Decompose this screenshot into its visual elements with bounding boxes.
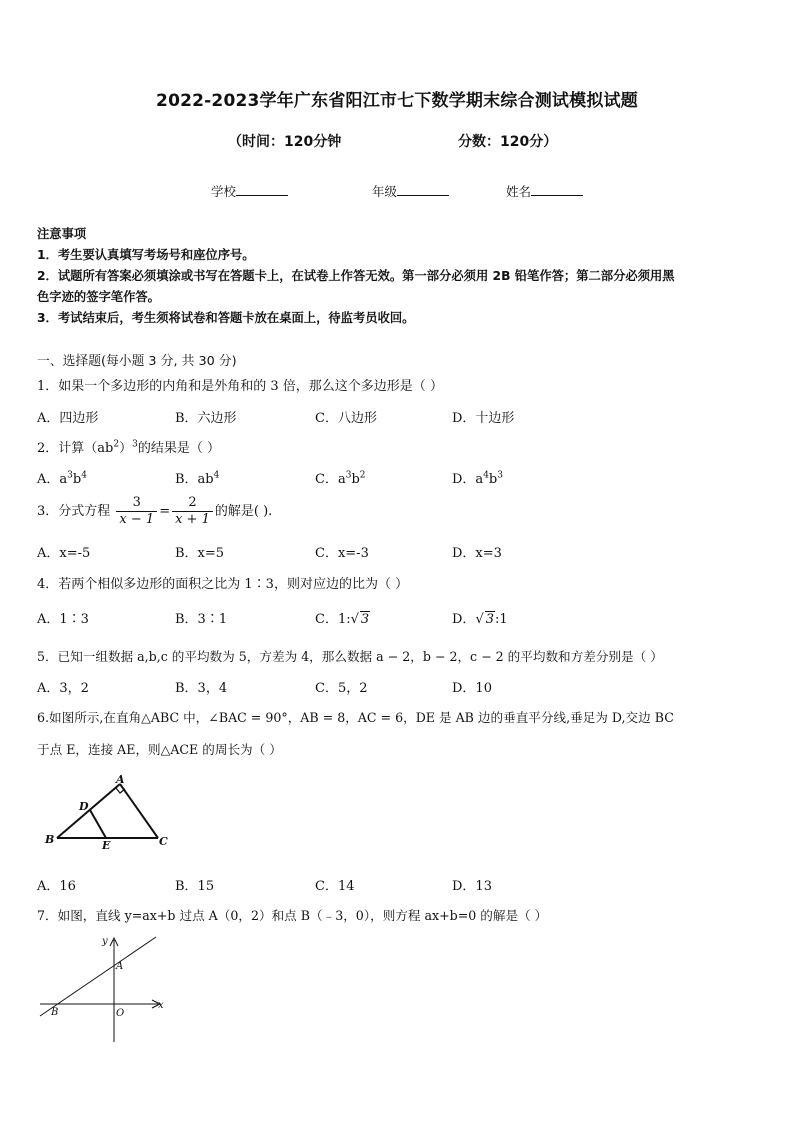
grade-field[interactable] [372, 182, 449, 200]
notes-item: 1．考生要认真填写考场号和座位序号。 [37, 248, 255, 262]
q2-option-a[interactable] [37, 468, 87, 487]
question-5-stem: 5．已知一组数据 a,b,c 的平均数为 5，方差为 4，那么数据 a − 2，b − 2，c − 2 的平均数和方差分别是（ ） [37, 649, 663, 664]
label-e: E [102, 839, 111, 852]
question-6-stem-line2: 于点 E，连接 AE，则△ACE 的周长为（ ） [37, 742, 282, 757]
school-label: 学校 [211, 184, 237, 199]
side-ac [120, 784, 158, 838]
q2-option-exp: 2 [359, 470, 366, 481]
q3-frac-denominator: x − 1 [119, 512, 155, 527]
q2-option-b[interactable] [175, 468, 219, 487]
q2-option-text: B．ab [175, 472, 214, 487]
q3-fraction-right [172, 495, 213, 528]
question-4-stem: 4．若两个相似多边形的面积之比为 1∶3，则对应边的比为（ ） [37, 577, 409, 592]
q1-option-d[interactable]: D．十边形 [452, 411, 515, 426]
q2-option-text: D．a [452, 472, 484, 487]
section-heading: 一、选择题(每小题 3 分, 共 30 分) [37, 354, 237, 369]
q2-stem-part: ） [119, 441, 133, 456]
exam-score: 分数：120分） [458, 134, 558, 150]
question-3-stem [37, 495, 272, 528]
label-d: D [79, 800, 89, 813]
q6-option-b[interactable]: B．15 [175, 879, 215, 894]
notes-item: 色字迹的签字笔作答。 [37, 290, 160, 304]
label-c: C [159, 835, 168, 848]
notes-item: 2．试题所有答案必须填涂或书写在答题卡上，在试卷上作答无效。第一部分必须用 2B 铅笔作答；第二部分必须用黑 [37, 269, 675, 283]
q4-sqrt-value: 3 [485, 612, 495, 627]
grade-blank[interactable] [397, 183, 449, 196]
q2-exponent: 3 [132, 439, 138, 450]
q5-option-b[interactable]: B．3，4 [175, 681, 228, 696]
q2-option-exp: 4 [81, 470, 87, 481]
q2-option-d[interactable] [452, 468, 503, 487]
q4-sqrt-value: 3 [360, 612, 370, 627]
q6-option-c[interactable]: C．14 [315, 879, 355, 894]
q2-option-exp: 3 [67, 470, 73, 481]
origin-label-o: O [116, 1008, 125, 1019]
name-blank[interactable] [531, 183, 583, 196]
q3-fraction-left [116, 495, 157, 528]
q2-option-text: b [72, 472, 82, 487]
q3-option-a[interactable]: A．x=-5 [37, 546, 91, 561]
q5-option-a[interactable]: A．3，2 [37, 681, 89, 696]
school-blank[interactable] [236, 183, 288, 196]
q3-frac-denominator: x + 1 [175, 512, 210, 527]
notes-heading: 注意事项 [37, 227, 87, 241]
q4-option-b[interactable]: B．3∶1 [175, 612, 228, 627]
name-field[interactable] [506, 182, 583, 200]
question-6-stem-line1: 6.如图所示,在直角△ABC 中，∠BAC = 90°，AB = 8，AC = 6，DE 是 AB 边的垂直平分线,垂足为 D,交边 BC [37, 710, 674, 725]
q2-option-exp: 4 [213, 470, 220, 481]
q4-option-text: C．1: [315, 612, 351, 627]
point-label-b: B [51, 1007, 59, 1018]
q3-option-d[interactable]: D．x=3 [452, 546, 502, 561]
exam-time: （时间：120分钟 [228, 134, 342, 150]
q6-option-d[interactable]: D．13 [452, 879, 492, 894]
grade-label: 年级 [372, 184, 398, 199]
q1-option-b[interactable]: B．六边形 [175, 411, 237, 426]
q2-stem-part: 的结果是（ ） [137, 441, 220, 456]
segment-de [90, 810, 106, 838]
axis-label-x: x [158, 1000, 164, 1011]
triangle-figure [40, 772, 175, 852]
q3-stem-part: 3．分式方程 [37, 504, 111, 519]
q3-equals: = [159, 504, 171, 519]
axis-label-y: y [102, 936, 108, 947]
q3-option-c[interactable]: C．x=-3 [315, 546, 369, 561]
line-graph-figure [34, 932, 172, 1047]
question-2-stem [37, 437, 220, 456]
q2-option-c[interactable] [315, 468, 366, 487]
label-b: B [45, 833, 55, 846]
q3-option-b[interactable]: B．x=5 [175, 546, 225, 561]
q2-option-text: b [488, 472, 498, 487]
q2-option-text: C．a [315, 472, 346, 487]
name-label: 姓名 [506, 184, 532, 199]
q1-option-a[interactable]: A．四边形 [37, 411, 99, 426]
q2-option-text: b [351, 472, 360, 487]
q6-option-a[interactable]: A．16 [37, 879, 76, 894]
q3-stem-part: 的解是( ). [214, 504, 273, 519]
q5-option-d[interactable]: D．10 [452, 681, 492, 696]
q4-option-text: :1 [495, 612, 508, 627]
q2-option-text: A．a [37, 472, 68, 487]
q4-option-a[interactable]: A．1∶3 [37, 612, 89, 627]
sqrt-icon: √ [350, 612, 359, 627]
q2-stem-part: 2．计算（ab [37, 441, 114, 456]
q2-option-exp: 3 [497, 470, 503, 481]
q3-frac-numerator: 2 [172, 495, 213, 512]
q2-option-exp: 4 [483, 470, 489, 481]
q4-option-d[interactable] [452, 608, 508, 627]
q2-option-exp: 3 [345, 470, 352, 481]
school-field[interactable] [211, 182, 288, 200]
question-7-stem: 7．如图，直线 y=ax+b 过点 A（0，2）和点 B（﹣3，0），则方程 ax+b=0 的解是（ ） [37, 908, 548, 923]
q2-exponent: 2 [113, 439, 120, 450]
notes-item: 3．考试结束后，考生须将试卷和答题卡放在桌面上，待监考员收回。 [37, 311, 415, 325]
q3-frac-numerator: 3 [116, 495, 157, 512]
q1-option-c[interactable]: C．八边形 [315, 411, 377, 426]
exam-title: 2022-2023学年广东省阳江市七下数学期末综合测试模拟试题 [156, 91, 638, 111]
q5-option-c[interactable]: C．5，2 [315, 681, 368, 696]
q4-option-c[interactable] [315, 608, 370, 627]
question-1-stem: 1．如果一个多边形的内角和是外角和的 3 倍，那么这个多边形是（ ） [37, 379, 443, 394]
label-a: A [116, 773, 125, 786]
sqrt-icon: √ [475, 612, 484, 627]
q4-option-text: D． [452, 612, 476, 627]
point-label-a: A [116, 961, 124, 972]
